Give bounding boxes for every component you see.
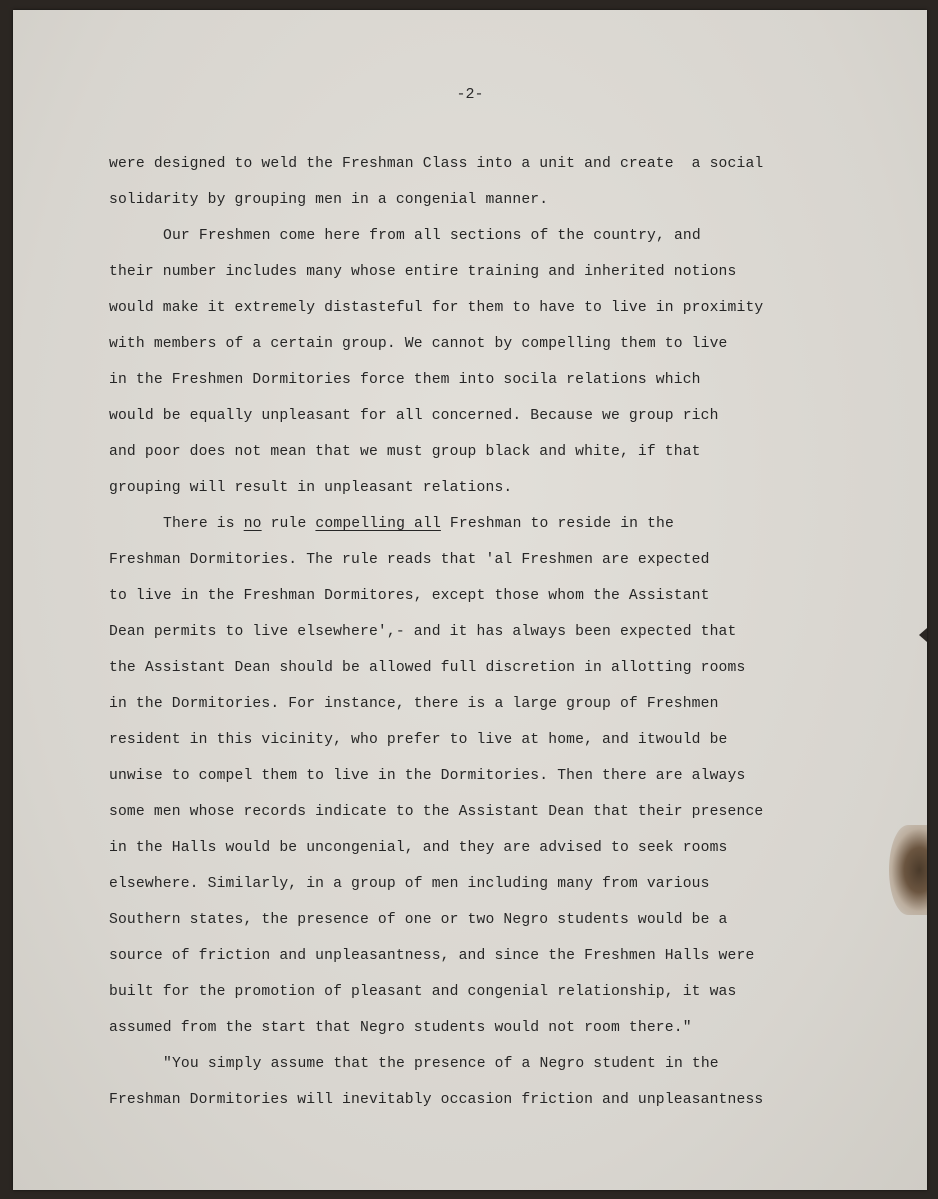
paper-edge-tear: [919, 628, 927, 642]
underlined-phrase-compelling-all: compelling all: [315, 516, 441, 532]
text-line: in the Dormitories. For instance, there is a large group of Freshmen: [109, 696, 719, 712]
paragraph-first-line: "You simply assume that the presence of a Negro student in the: [163, 1056, 719, 1072]
document-page: [13, 10, 927, 1190]
text-line: the Assistant Dean should be allowed full discretion in allotting rooms: [109, 660, 746, 676]
paper-stain: [889, 825, 927, 915]
text-line: to live in the Freshman Dormitores, except those whom the Assistant: [109, 588, 710, 604]
page-number: -2-: [456, 86, 484, 103]
text-line: would make it extremely distasteful for them to have to live in proximity: [109, 300, 764, 316]
text-line: in the Halls would be uncongenial, and they are advised to seek rooms: [109, 840, 728, 856]
text-line: solidarity by grouping men in a congenial manner.: [109, 192, 549, 208]
text-line: and poor does not mean that we must group black and white, if that: [109, 444, 701, 460]
paragraph-first-line: [109, 506, 919, 542]
text-line: would be equally unpleasant for all concerned. Because we group rich: [109, 408, 719, 424]
text-line: in the Freshmen Dormitories force them into socila relations which: [109, 372, 701, 388]
text-line: assumed from the start that Negro students would not room there.": [109, 1020, 692, 1036]
text-line: Freshman Dormitories. The rule reads that 'al Freshmen are expected: [109, 552, 710, 568]
text-line: source of friction and unpleasantness, and since the Freshmen Halls were: [109, 948, 755, 964]
text-line: Southern states, the presence of one or two Negro students would be a: [109, 912, 728, 928]
underlined-word-no: no: [243, 516, 262, 532]
document-body: [109, 146, 919, 1118]
text-run: Freshman to reside in the: [440, 516, 674, 532]
text-line: grouping will result in unpleasant relations.: [109, 480, 513, 496]
text-line: were designed to weld the Freshman Class into a unit and create a social: [109, 156, 764, 172]
text-line: Freshman Dormitories will inevitably occasion friction and unpleasantness: [109, 1092, 764, 1108]
paragraph-first-line: Our Freshmen come here from all sections of the country, and: [163, 228, 701, 244]
text-run: rule: [261, 516, 316, 532]
text-line: some men whose records indicate to the Assistant Dean that their presence: [109, 804, 764, 820]
text-line: resident in this vicinity, who prefer to live at home, and itwould be: [109, 732, 728, 748]
text-line: with members of a certain group. We cannot by compelling them to live: [109, 336, 728, 352]
text-line: built for the promotion of pleasant and congenial relationship, it was: [109, 984, 737, 1000]
text-line: unwise to compel them to live in the Dormitories. Then there are always: [109, 768, 746, 784]
text-line: their number includes many whose entire training and inherited notions: [109, 264, 737, 280]
text-line: Dean permits to live elsewhere',- and it has always been expected that: [109, 624, 737, 640]
text-run: There is: [163, 516, 244, 532]
text-line: elsewhere. Similarly, in a group of men including many from various: [109, 876, 710, 892]
